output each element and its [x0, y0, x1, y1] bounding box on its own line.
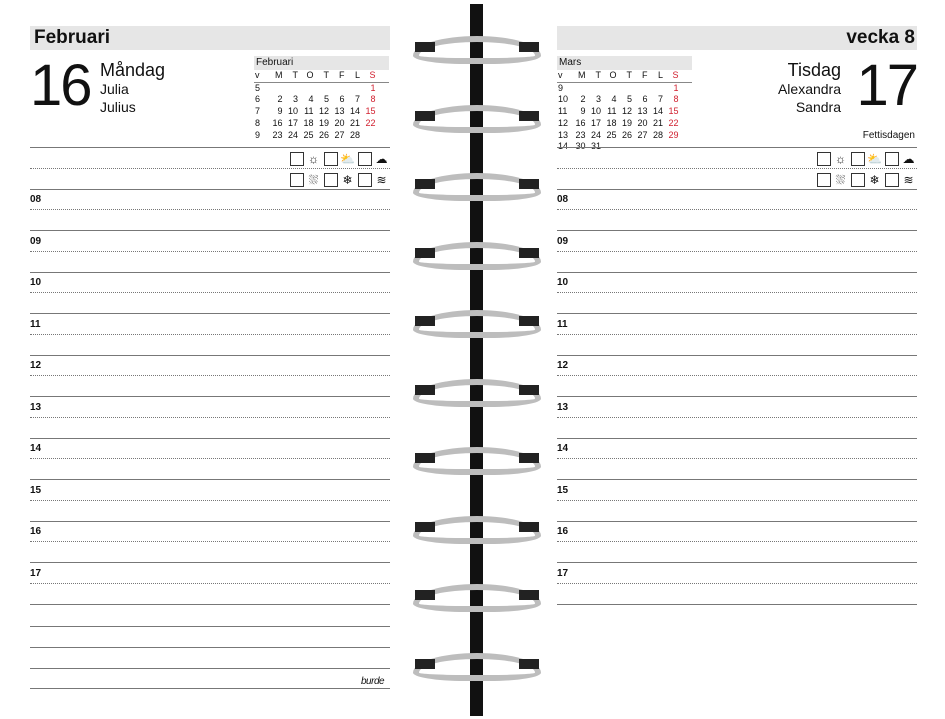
name-day: Julius	[100, 99, 136, 115]
calendar-day: 2	[580, 94, 586, 105]
weather-row	[817, 150, 919, 168]
hour-label: 15	[557, 484, 569, 496]
week-number: 11	[558, 106, 568, 117]
calendar-day	[570, 83, 586, 95]
week-number: 14	[558, 141, 569, 152]
ruled-line	[30, 251, 390, 252]
special-day-label: Fettisdagen	[862, 130, 915, 141]
ruled-line	[557, 583, 917, 584]
calendar-day: 15	[365, 106, 376, 117]
ruled-line	[557, 313, 917, 314]
ruled-line	[30, 479, 390, 480]
month-banner	[30, 26, 390, 50]
calendar-day: 10	[590, 106, 601, 117]
weekday-header: L	[657, 70, 663, 80]
calendar-day	[298, 83, 314, 95]
ruled-line	[557, 604, 917, 605]
weather-checkbox[interactable]	[324, 173, 338, 187]
name-day: Alexandra	[777, 81, 841, 97]
left-page	[30, 0, 390, 719]
sun-icon: ☼	[835, 152, 846, 166]
calendar-day: 22	[668, 117, 679, 128]
calendar-day: 20	[334, 117, 345, 128]
weekday-header: S	[672, 70, 679, 80]
calendar-day: 1	[370, 82, 376, 93]
weekday-header: T	[595, 70, 601, 80]
calendar-day: 14	[652, 106, 663, 117]
sun-icon: ☼	[308, 152, 319, 166]
hour-label: 08	[30, 194, 42, 205]
calendar-day	[329, 83, 345, 95]
week-number: 10	[558, 94, 569, 105]
week-number: 8	[255, 117, 261, 128]
weekday-header: F	[642, 70, 648, 80]
hour-label: 10	[30, 277, 42, 288]
calendar-day: 23	[575, 129, 586, 140]
calendar-day: 9	[277, 106, 283, 117]
sun-cloud-icon: ⛅	[867, 152, 882, 166]
ruled-line	[557, 458, 917, 459]
ruled-line	[30, 272, 390, 273]
mini-calendar-weekdays	[557, 70, 692, 83]
weather-checkboxes	[290, 150, 392, 190]
calendar-day: 4	[308, 94, 314, 105]
weather-checkbox[interactable]	[817, 152, 831, 166]
mini-calendar	[254, 56, 389, 141]
weekday-label: Tisdag	[787, 60, 841, 80]
spiral-ring	[413, 510, 541, 546]
calendar-day: 11	[607, 106, 617, 117]
hour-label: 16	[30, 526, 42, 537]
spiral-ring	[413, 167, 541, 203]
hour-label: 10	[557, 277, 569, 288]
calendar-day: 13	[637, 106, 648, 117]
rain-icon: ⛆	[835, 173, 846, 187]
calendar-day: 10	[287, 106, 298, 117]
ruled-line	[557, 521, 917, 522]
hour-label: 15	[30, 484, 42, 496]
calendar-day: 28	[652, 129, 663, 140]
calendar-day: 27	[637, 129, 648, 140]
calendar-day: 12	[318, 106, 329, 117]
calendar-day: 19	[621, 117, 632, 128]
weekday-header: T	[626, 70, 632, 80]
calendar-day: 16	[272, 117, 283, 128]
calendar-day: 17	[287, 117, 298, 128]
calendar-day: 31	[590, 141, 601, 152]
ruled-line	[30, 562, 390, 563]
calendar-day: 3	[292, 94, 298, 105]
weather-checkboxes	[817, 150, 919, 190]
cloud-icon: ☁	[902, 152, 915, 166]
hour-label: 12	[557, 360, 569, 371]
ruled-line	[30, 209, 390, 210]
ruled-line	[557, 438, 917, 439]
weather-checkbox[interactable]	[358, 152, 372, 166]
weather-checkbox[interactable]	[290, 173, 304, 187]
weekday-header: M	[275, 70, 283, 80]
mini-calendar-week	[557, 130, 692, 142]
ruled-line	[557, 541, 917, 542]
day-number: 17	[856, 53, 917, 118]
mini-calendar-month: Mars	[557, 56, 692, 70]
ruled-line	[30, 541, 390, 542]
ruled-line	[557, 147, 917, 148]
day-info	[778, 60, 841, 116]
ruled-line	[30, 626, 390, 627]
ruled-line	[557, 479, 917, 480]
calendar-day: 6	[339, 94, 345, 105]
hour-label: 16	[557, 526, 569, 537]
ruled-line	[30, 458, 390, 459]
ruled-line	[557, 230, 917, 231]
weather-row	[290, 171, 392, 189]
weather-checkbox[interactable]	[817, 173, 831, 187]
calendar-day	[586, 83, 602, 95]
ruled-line	[30, 500, 390, 501]
ruled-line	[30, 355, 390, 356]
ruled-line	[30, 230, 390, 231]
calendar-day: 16	[575, 117, 586, 128]
ruled-line	[557, 355, 917, 356]
month-banner-label: Februari	[34, 27, 111, 48]
calendar-day: 14	[349, 106, 360, 117]
mini-calendar-week	[254, 130, 389, 142]
mini-calendar-week	[557, 94, 692, 106]
mini-calendar-week	[254, 83, 389, 95]
spiral-ring	[413, 30, 541, 66]
weather-checkbox[interactable]	[290, 152, 304, 166]
calendar-day: 26	[621, 129, 632, 140]
spiral-ring	[413, 304, 541, 340]
calendar-day: 7	[657, 94, 663, 105]
cloud-icon: ☁	[375, 152, 388, 166]
week-number: 12	[558, 117, 569, 128]
wind-icon: ≋	[376, 173, 387, 187]
calendar-day: 22	[365, 117, 376, 128]
hour-label: 14	[30, 443, 42, 454]
calendar-day: 13	[334, 106, 345, 117]
weekday-header: T	[323, 70, 329, 80]
calendar-day	[648, 83, 664, 95]
calendar-day	[314, 83, 330, 95]
week-banner-label: vecka 8	[846, 27, 915, 48]
ruled-line	[557, 334, 917, 335]
calendar-day: 18	[606, 117, 617, 128]
ruled-line	[557, 168, 917, 169]
calendar-day: 18	[303, 117, 314, 128]
ruled-line	[30, 334, 390, 335]
weather-row	[290, 150, 392, 168]
spiral-ring	[413, 236, 541, 272]
calendar-day: 23	[272, 129, 283, 140]
week-number: 9	[255, 129, 261, 140]
calendar-day: 21	[652, 117, 663, 128]
week-number: 6	[255, 94, 261, 105]
mini-calendar	[557, 56, 692, 153]
ruled-line	[30, 647, 390, 648]
calendar-day: 1	[673, 82, 679, 93]
mini-calendar-week	[254, 118, 389, 130]
calendar-day	[617, 83, 633, 95]
weather-checkbox[interactable]	[358, 173, 372, 187]
week-number: 13	[558, 129, 569, 140]
weekday-header: F	[339, 70, 345, 80]
mini-calendar-week	[254, 106, 389, 118]
weekday-header: L	[354, 70, 360, 80]
calendar-day	[632, 83, 648, 95]
weekday-header: M	[578, 70, 586, 80]
mini-calendar-week	[254, 94, 389, 106]
calendar-day: 26	[318, 129, 329, 140]
calendar-day: 20	[637, 117, 648, 128]
spiral-ring	[413, 647, 541, 683]
right-page	[557, 0, 917, 719]
mini-calendar-month: Februari	[254, 56, 389, 70]
ruled-line	[557, 500, 917, 501]
hour-label: 08	[557, 194, 569, 205]
calendar-day: 12	[621, 106, 632, 117]
calendar-day: 27	[334, 129, 345, 140]
calendar-day: 7	[354, 94, 360, 105]
weekday-header: O	[609, 70, 617, 80]
calendar-day	[360, 130, 376, 142]
calendar-day: 8	[370, 94, 376, 105]
calendar-day: 9	[580, 106, 586, 117]
ruled-line	[557, 251, 917, 252]
ruled-line	[30, 189, 390, 190]
ruled-line	[30, 396, 390, 397]
calendar-day: 5	[323, 94, 329, 105]
ruled-line	[30, 147, 390, 148]
calendar-day: 17	[590, 117, 601, 128]
ruled-line	[30, 668, 390, 669]
ruled-line	[30, 168, 390, 169]
name-day: Sandra	[795, 99, 841, 115]
hour-label: 17	[557, 567, 569, 579]
weekday-header: S	[369, 70, 376, 80]
hour-label: 12	[30, 360, 42, 371]
mini-calendar-weekdays	[254, 70, 389, 83]
ruled-line	[557, 209, 917, 210]
ruled-line	[30, 292, 390, 293]
calendar-day: 15	[668, 106, 679, 117]
spiral-ring	[413, 99, 541, 135]
calendar-day: 4	[611, 94, 617, 105]
weather-checkbox[interactable]	[851, 152, 865, 166]
hour-label: 09	[557, 235, 569, 247]
calendar-day	[601, 83, 617, 95]
weekday-label: Måndag	[100, 60, 166, 80]
week-number: 9	[558, 82, 564, 93]
weather-checkbox[interactable]	[885, 173, 899, 187]
hour-label: 09	[30, 235, 42, 247]
ruled-line	[30, 313, 390, 314]
calendar-day: 2	[277, 94, 283, 105]
hour-label: 14	[557, 443, 569, 454]
mini-calendar-week	[557, 118, 692, 130]
brand-logo: burde	[361, 676, 385, 687]
calendar-day: 6	[642, 94, 648, 105]
mini-calendar-week	[557, 83, 692, 95]
calendar-day: 19	[318, 117, 329, 128]
calendar-day: 11	[304, 106, 314, 117]
calendar-day: 25	[606, 129, 617, 140]
weekday-header: T	[292, 70, 298, 80]
sun-cloud-icon: ⛅	[340, 152, 355, 166]
calendar-day: 30	[575, 141, 586, 152]
ruled-line	[30, 688, 390, 689]
ruled-line	[557, 375, 917, 376]
calendar-day: 28	[349, 129, 360, 140]
ruled-line	[557, 272, 917, 273]
snow-icon: ❄	[869, 173, 880, 187]
hour-label: 13	[557, 401, 569, 413]
spiral-ring	[413, 441, 541, 477]
weekday-header: v	[255, 70, 260, 80]
calendar-day: 24	[590, 129, 601, 140]
weekday-header: O	[306, 70, 314, 80]
week-number: 7	[255, 106, 261, 117]
calendar-day	[267, 83, 283, 95]
ruled-line	[557, 292, 917, 293]
calendar-day: 5	[626, 94, 632, 105]
week-number: 5	[255, 82, 261, 93]
mini-calendar-week	[557, 106, 692, 118]
ruled-line	[557, 562, 917, 563]
calendar-day	[345, 83, 361, 95]
snow-icon: ❄	[342, 173, 353, 187]
hour-label: 11	[30, 318, 41, 330]
spiral-ring	[413, 578, 541, 614]
ruled-line	[30, 375, 390, 376]
ruled-line	[30, 521, 390, 522]
hour-label: 17	[30, 567, 42, 579]
ruled-line	[30, 583, 390, 584]
spiral-ring	[413, 373, 541, 409]
ruled-line	[557, 396, 917, 397]
weather-checkbox[interactable]	[851, 173, 865, 187]
calendar-day: 29	[668, 129, 679, 140]
calendar-day: 3	[595, 94, 601, 105]
weather-row	[817, 171, 919, 189]
calendar-day: 24	[287, 129, 298, 140]
ruled-line	[557, 417, 917, 418]
name-day: Julia	[100, 81, 129, 97]
calendar-day: 25	[303, 129, 314, 140]
hour-label: 13	[30, 401, 42, 413]
ruled-line	[30, 604, 390, 605]
weather-checkbox[interactable]	[324, 152, 338, 166]
ruled-line	[557, 189, 917, 190]
wind-icon: ≋	[903, 173, 914, 187]
calendar-day: 8	[673, 94, 679, 105]
day-info	[100, 60, 165, 116]
ruled-line	[30, 417, 390, 418]
ruled-line	[30, 438, 390, 439]
day-number: 16	[30, 53, 91, 118]
weekday-header: v	[558, 70, 563, 80]
rain-icon: ⛆	[308, 173, 319, 187]
weather-checkbox[interactable]	[885, 152, 899, 166]
week-banner	[557, 26, 917, 50]
calendar-day: 21	[349, 117, 360, 128]
hour-label: 11	[557, 318, 568, 330]
calendar-day	[283, 83, 299, 95]
